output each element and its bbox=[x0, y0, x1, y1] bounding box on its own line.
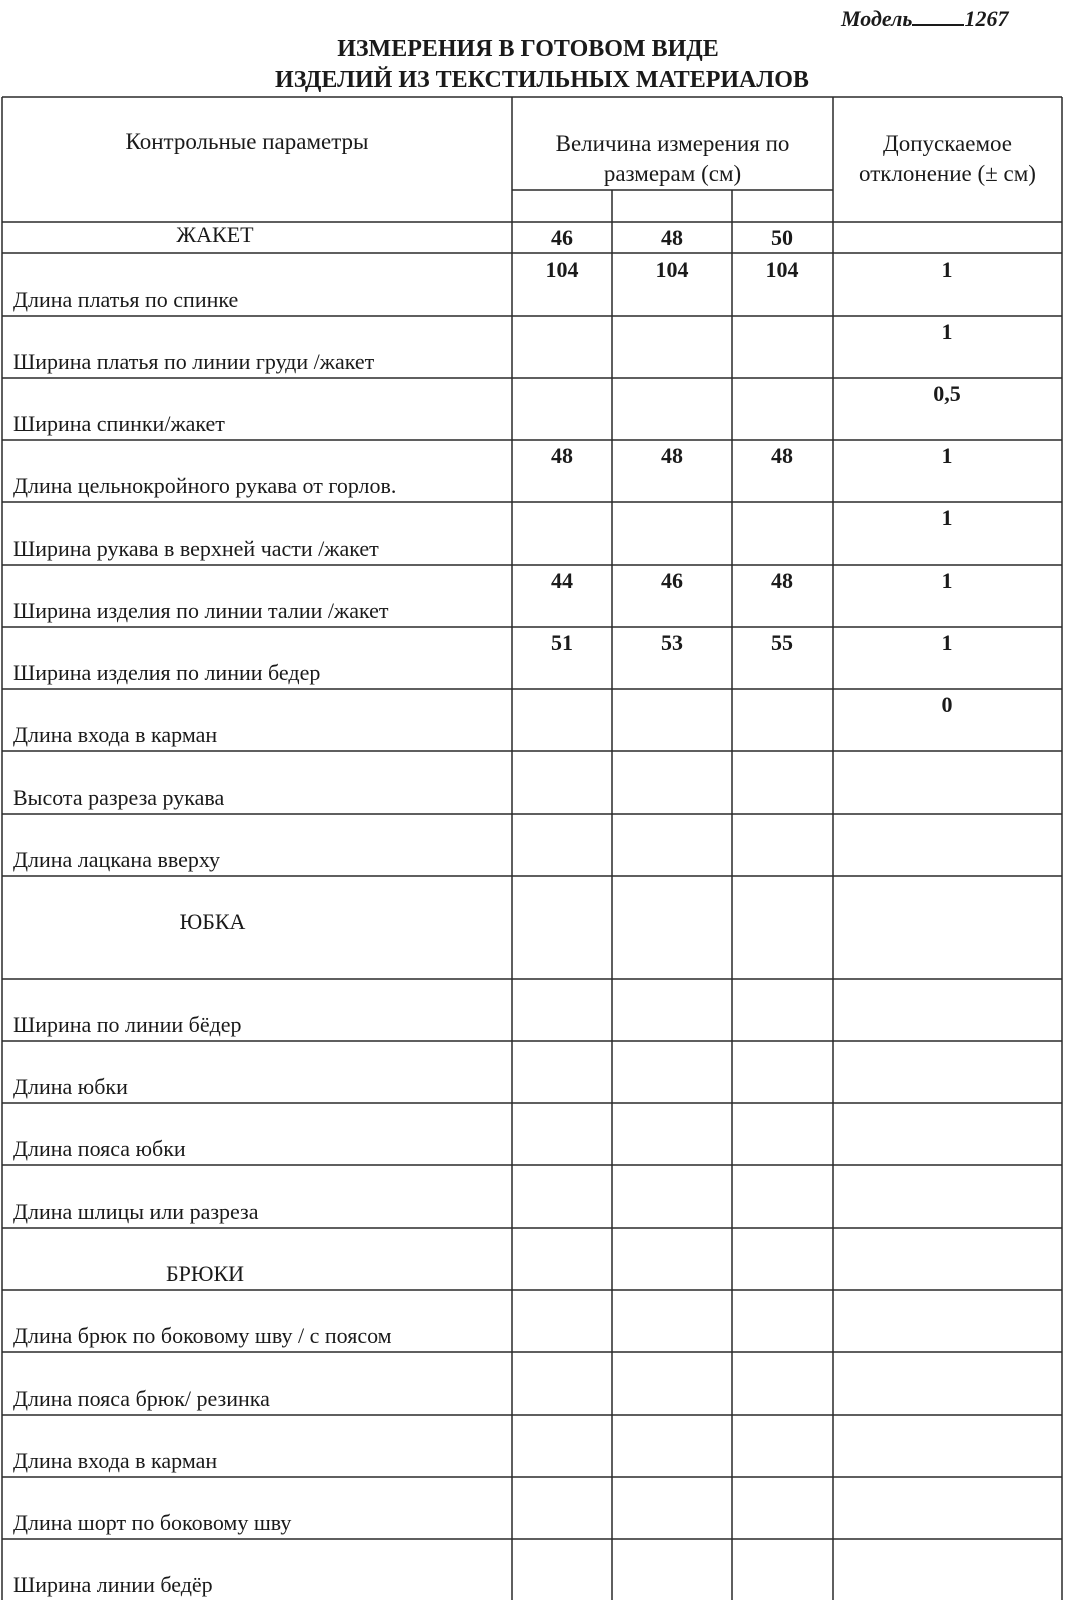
row-label: Ширина рукава в верхней части /жакет bbox=[13, 536, 379, 561]
row-label: Длина цельнокройного рукава от горлов. bbox=[13, 473, 397, 498]
row-label: Ширина изделия по линии бедер bbox=[13, 660, 321, 685]
row-label: Длина входа в карман bbox=[13, 1448, 218, 1473]
row-label: Ширина изделия по линии талии /жакет bbox=[13, 598, 389, 623]
row-value: 55 bbox=[771, 630, 793, 655]
row-tolerance: 1 bbox=[941, 630, 953, 655]
header-sizes-line1: Величина измерения по bbox=[555, 131, 790, 156]
row-tolerance: 1 bbox=[941, 568, 953, 593]
row-value: 53 bbox=[661, 630, 683, 655]
row-value: 104 bbox=[655, 257, 689, 282]
size-48: 48 bbox=[661, 225, 683, 250]
row-value: 44 bbox=[551, 568, 573, 593]
row-label: Длина входа в карман bbox=[13, 722, 218, 747]
row-value: 48 bbox=[771, 568, 793, 593]
model-label-text: Модель bbox=[841, 6, 913, 31]
row-tolerance: 1 bbox=[941, 257, 953, 282]
row-tolerance: 1 bbox=[941, 443, 953, 468]
header-tolerance-line1: Допускаемое bbox=[883, 131, 1012, 156]
row-label: Длина юбки bbox=[13, 1074, 128, 1099]
section-jacket: ЖАКЕТ bbox=[176, 222, 254, 247]
header-sizes-line2: размерам (см) bbox=[603, 161, 742, 186]
section-trousers: БРЮКИ bbox=[165, 1261, 245, 1286]
row-label: Ширина спинки/жакет bbox=[13, 411, 225, 436]
row-tolerance: 0 bbox=[941, 692, 953, 717]
row-value: 104 bbox=[765, 257, 799, 282]
header-tolerance-line2: отклонение (± см) bbox=[859, 161, 1036, 186]
model-number: 1267 bbox=[964, 6, 1009, 31]
doc-title-line2: ИЗДЕЛИЙ ИЗ ТЕКСТИЛЬНЫХ МАТЕРИАЛОВ bbox=[275, 67, 809, 93]
row-tolerance: 1 bbox=[941, 505, 953, 530]
row-tolerance: 1 bbox=[941, 319, 953, 344]
row-label: Ширина линии бедёр bbox=[13, 1572, 213, 1597]
row-label: Ширина по линии бёдер bbox=[13, 1012, 242, 1037]
row-value: 48 bbox=[661, 443, 683, 468]
row-tolerance: 0,5 bbox=[933, 381, 961, 406]
row-value: 104 bbox=[545, 257, 579, 282]
row-label: Длина брюк по боковому шву / с поясом bbox=[13, 1323, 392, 1348]
row-value: 48 bbox=[551, 443, 573, 468]
section-skirt: ЮБКА bbox=[179, 909, 246, 934]
size-50: 50 bbox=[771, 225, 793, 250]
size-46: 46 bbox=[551, 225, 573, 250]
row-label: Длина платья по спинке bbox=[13, 287, 239, 312]
row-label: Ширина платья по линии груди /жакет bbox=[13, 349, 375, 374]
doc-title-line1: ИЗМЕРЕНИЯ В ГОТОВОМ ВИДЕ bbox=[337, 36, 719, 62]
row-label: Длина лацкана вверху bbox=[13, 847, 221, 872]
row-label: Высота разреза рукава bbox=[13, 785, 225, 810]
row-label: Длина шорт по боковому шву bbox=[13, 1510, 292, 1535]
header-params: Контрольные параметры bbox=[125, 129, 369, 154]
row-label: Длина пояса брюк/ резинка bbox=[13, 1386, 270, 1411]
row-label: Длина шлицы или разреза bbox=[13, 1199, 259, 1224]
row-label: Длина пояса юбки bbox=[13, 1136, 186, 1161]
row-value: 46 bbox=[661, 568, 683, 593]
row-value: 51 bbox=[551, 630, 573, 655]
row-value: 48 bbox=[771, 443, 793, 468]
